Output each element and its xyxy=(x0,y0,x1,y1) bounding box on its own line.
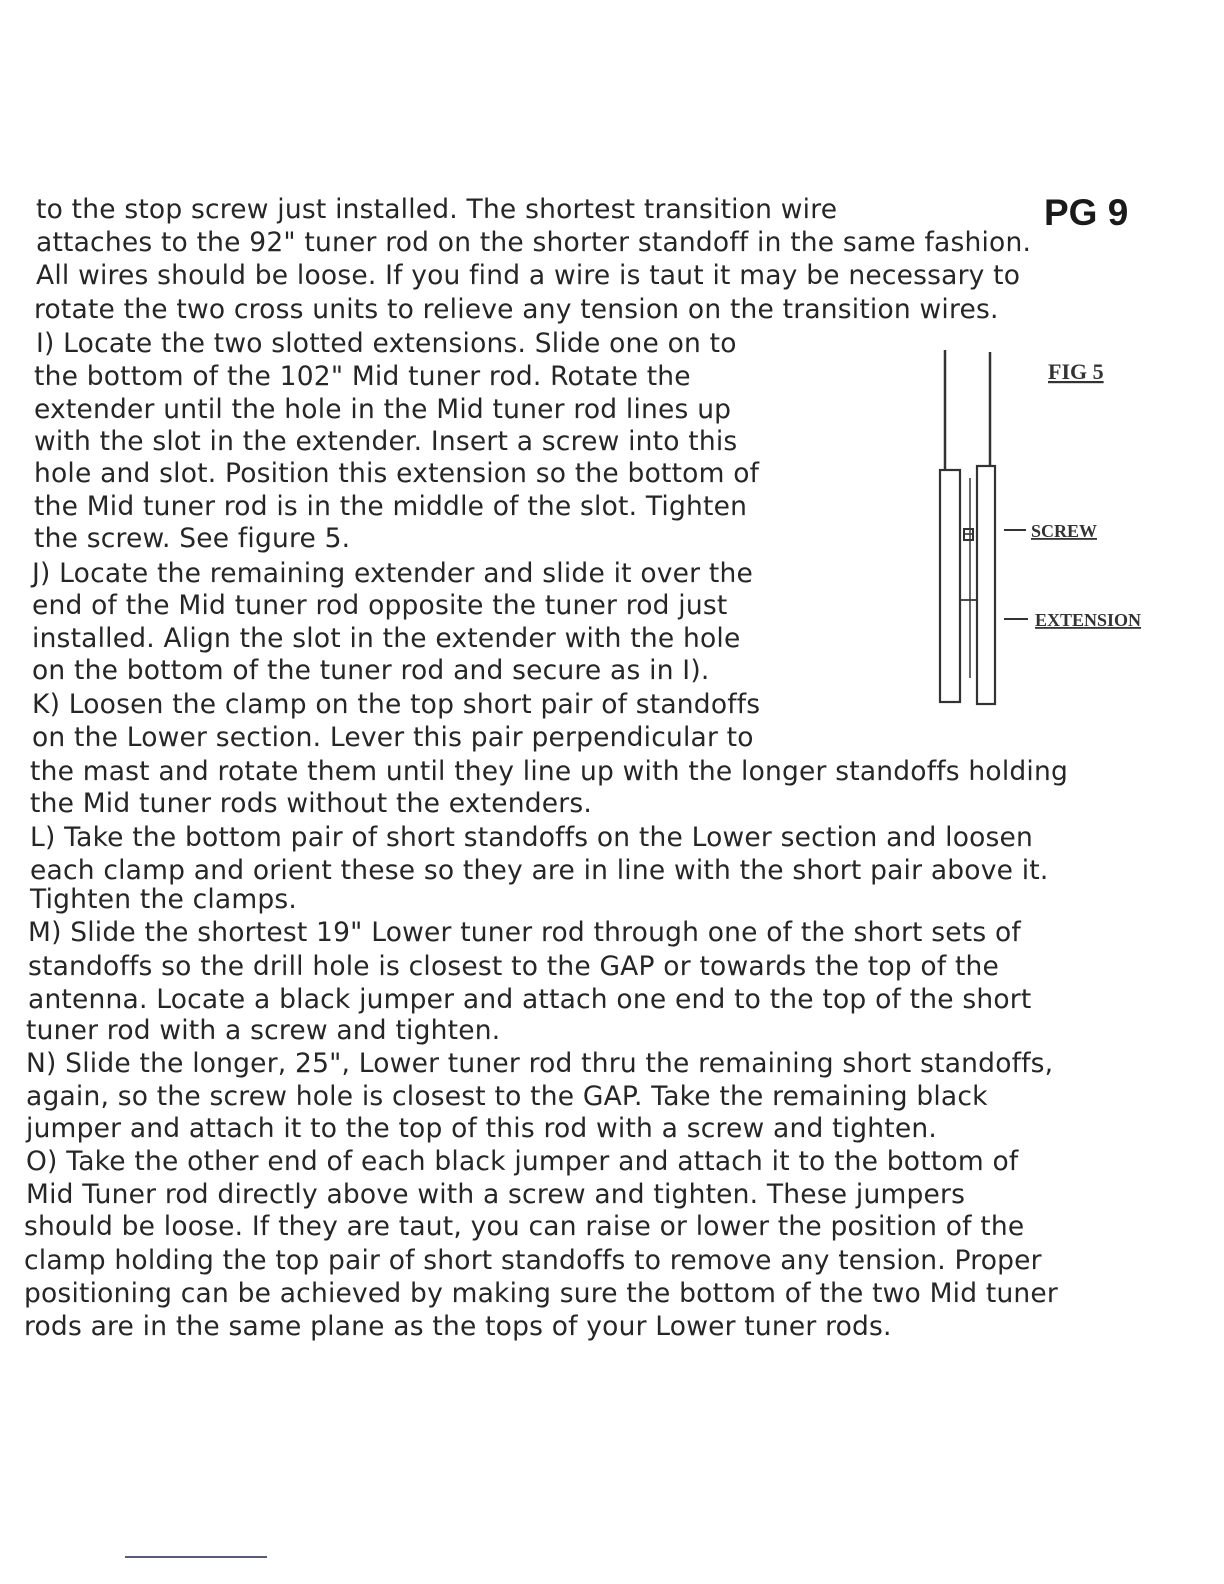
text-line: again, so the screw hole is closest to the GAP. Take the remaining black xyxy=(26,1081,988,1112)
text-line: the Mid tuner rod is in the middle of the slot. Tighten xyxy=(34,491,748,522)
text-line: M) Slide the shortest 19" Lower tuner rod through one of the short sets of xyxy=(28,917,1021,948)
text-line: on the bottom of the tuner rod and secure as in I). xyxy=(32,655,710,686)
text-line: on the Lower section. Lever this pair perpendicular to xyxy=(32,722,754,753)
text-line: rotate the two cross units to relieve any tension on the transition wires. xyxy=(34,294,999,325)
text-line: extender until the hole in the Mid tuner rod lines up xyxy=(34,394,732,425)
text-line: installed. Align the slot in the extender with the hole xyxy=(32,623,741,654)
figure-5-diagram xyxy=(920,348,1210,718)
text-line: antenna. Locate a black jumper and attach one end to the top of the short xyxy=(28,984,1032,1015)
text-line: tuner rod with a screw and tighten. xyxy=(26,1015,501,1046)
text-line: hole and slot. Position this extension so the bottom of xyxy=(34,458,760,489)
text-line: end of the Mid tuner rod opposite the tuner rod just xyxy=(32,590,728,621)
text-line: attaches to the 92" tuner rod on the shorter standoff in the same fashion. xyxy=(36,227,1032,258)
text-line: to the stop screw just installed. The shortest transition wire xyxy=(36,194,838,225)
text-line: the screw. See figure 5. xyxy=(34,523,351,554)
extension-tube-left xyxy=(940,470,960,702)
figure-title: FIG 5 xyxy=(1048,359,1104,384)
text-line: N) Slide the longer, 25", Lower tuner rod thru the remaining short standoffs, xyxy=(26,1048,1054,1079)
text-line: the mast and rotate them until they line up with the longer standoffs holding xyxy=(30,756,1068,787)
text-line: rods are in the same plane as the tops of your Lower tuner rods. xyxy=(24,1311,892,1342)
text-line: should be loose. If they are taut, you can raise or lower the position of the xyxy=(24,1211,1025,1242)
text-line: I) Locate the two slotted extensions. Slide one on to xyxy=(36,328,737,359)
text-line: Tighten the clamps. xyxy=(30,884,298,915)
text-line: K) Loosen the clamp on the top short pair of standoffs xyxy=(32,689,761,720)
footer-rule xyxy=(125,1556,267,1558)
page-number: PG 9 xyxy=(1044,192,1129,233)
text-line: the bottom of the 102" Mid tuner rod. Rotate the xyxy=(34,361,691,392)
text-line: L) Take the bottom pair of short standoffs on the Lower section and loosen xyxy=(30,822,1034,853)
text-line: positioning can be achieved by making sure the bottom of the two Mid tuner xyxy=(24,1278,1059,1309)
text-line: O) Take the other end of each black jumper and attach it to the bottom of xyxy=(26,1146,1019,1177)
text-line: clamp holding the top pair of short standoffs to remove any tension. Proper xyxy=(24,1245,1042,1276)
text-line: J) Locate the remaining extender and slide it over the xyxy=(32,558,753,589)
text-line: the Mid tuner rods without the extenders. xyxy=(30,788,592,819)
screw-label: SCREW xyxy=(1031,521,1098,541)
text-line: Mid Tuner rod directly above with a screw and tighten. These jumpers xyxy=(26,1179,966,1210)
text-line: with the slot in the extender. Insert a screw into this xyxy=(34,426,738,457)
text-line: standoffs so the drill hole is closest to the GAP or towards the top of the xyxy=(28,951,1000,982)
text-line: jumper and attach it to the top of this rod with a screw and tighten. xyxy=(26,1113,937,1144)
extension-label: EXTENSION xyxy=(1035,610,1142,630)
text-line: All wires should be loose. If you find a wire is taut it may be necessary to xyxy=(36,260,1021,291)
extension-tube-right xyxy=(977,466,995,704)
text-line: each clamp and orient these so they are in line with the short pair above it. xyxy=(30,855,1049,886)
